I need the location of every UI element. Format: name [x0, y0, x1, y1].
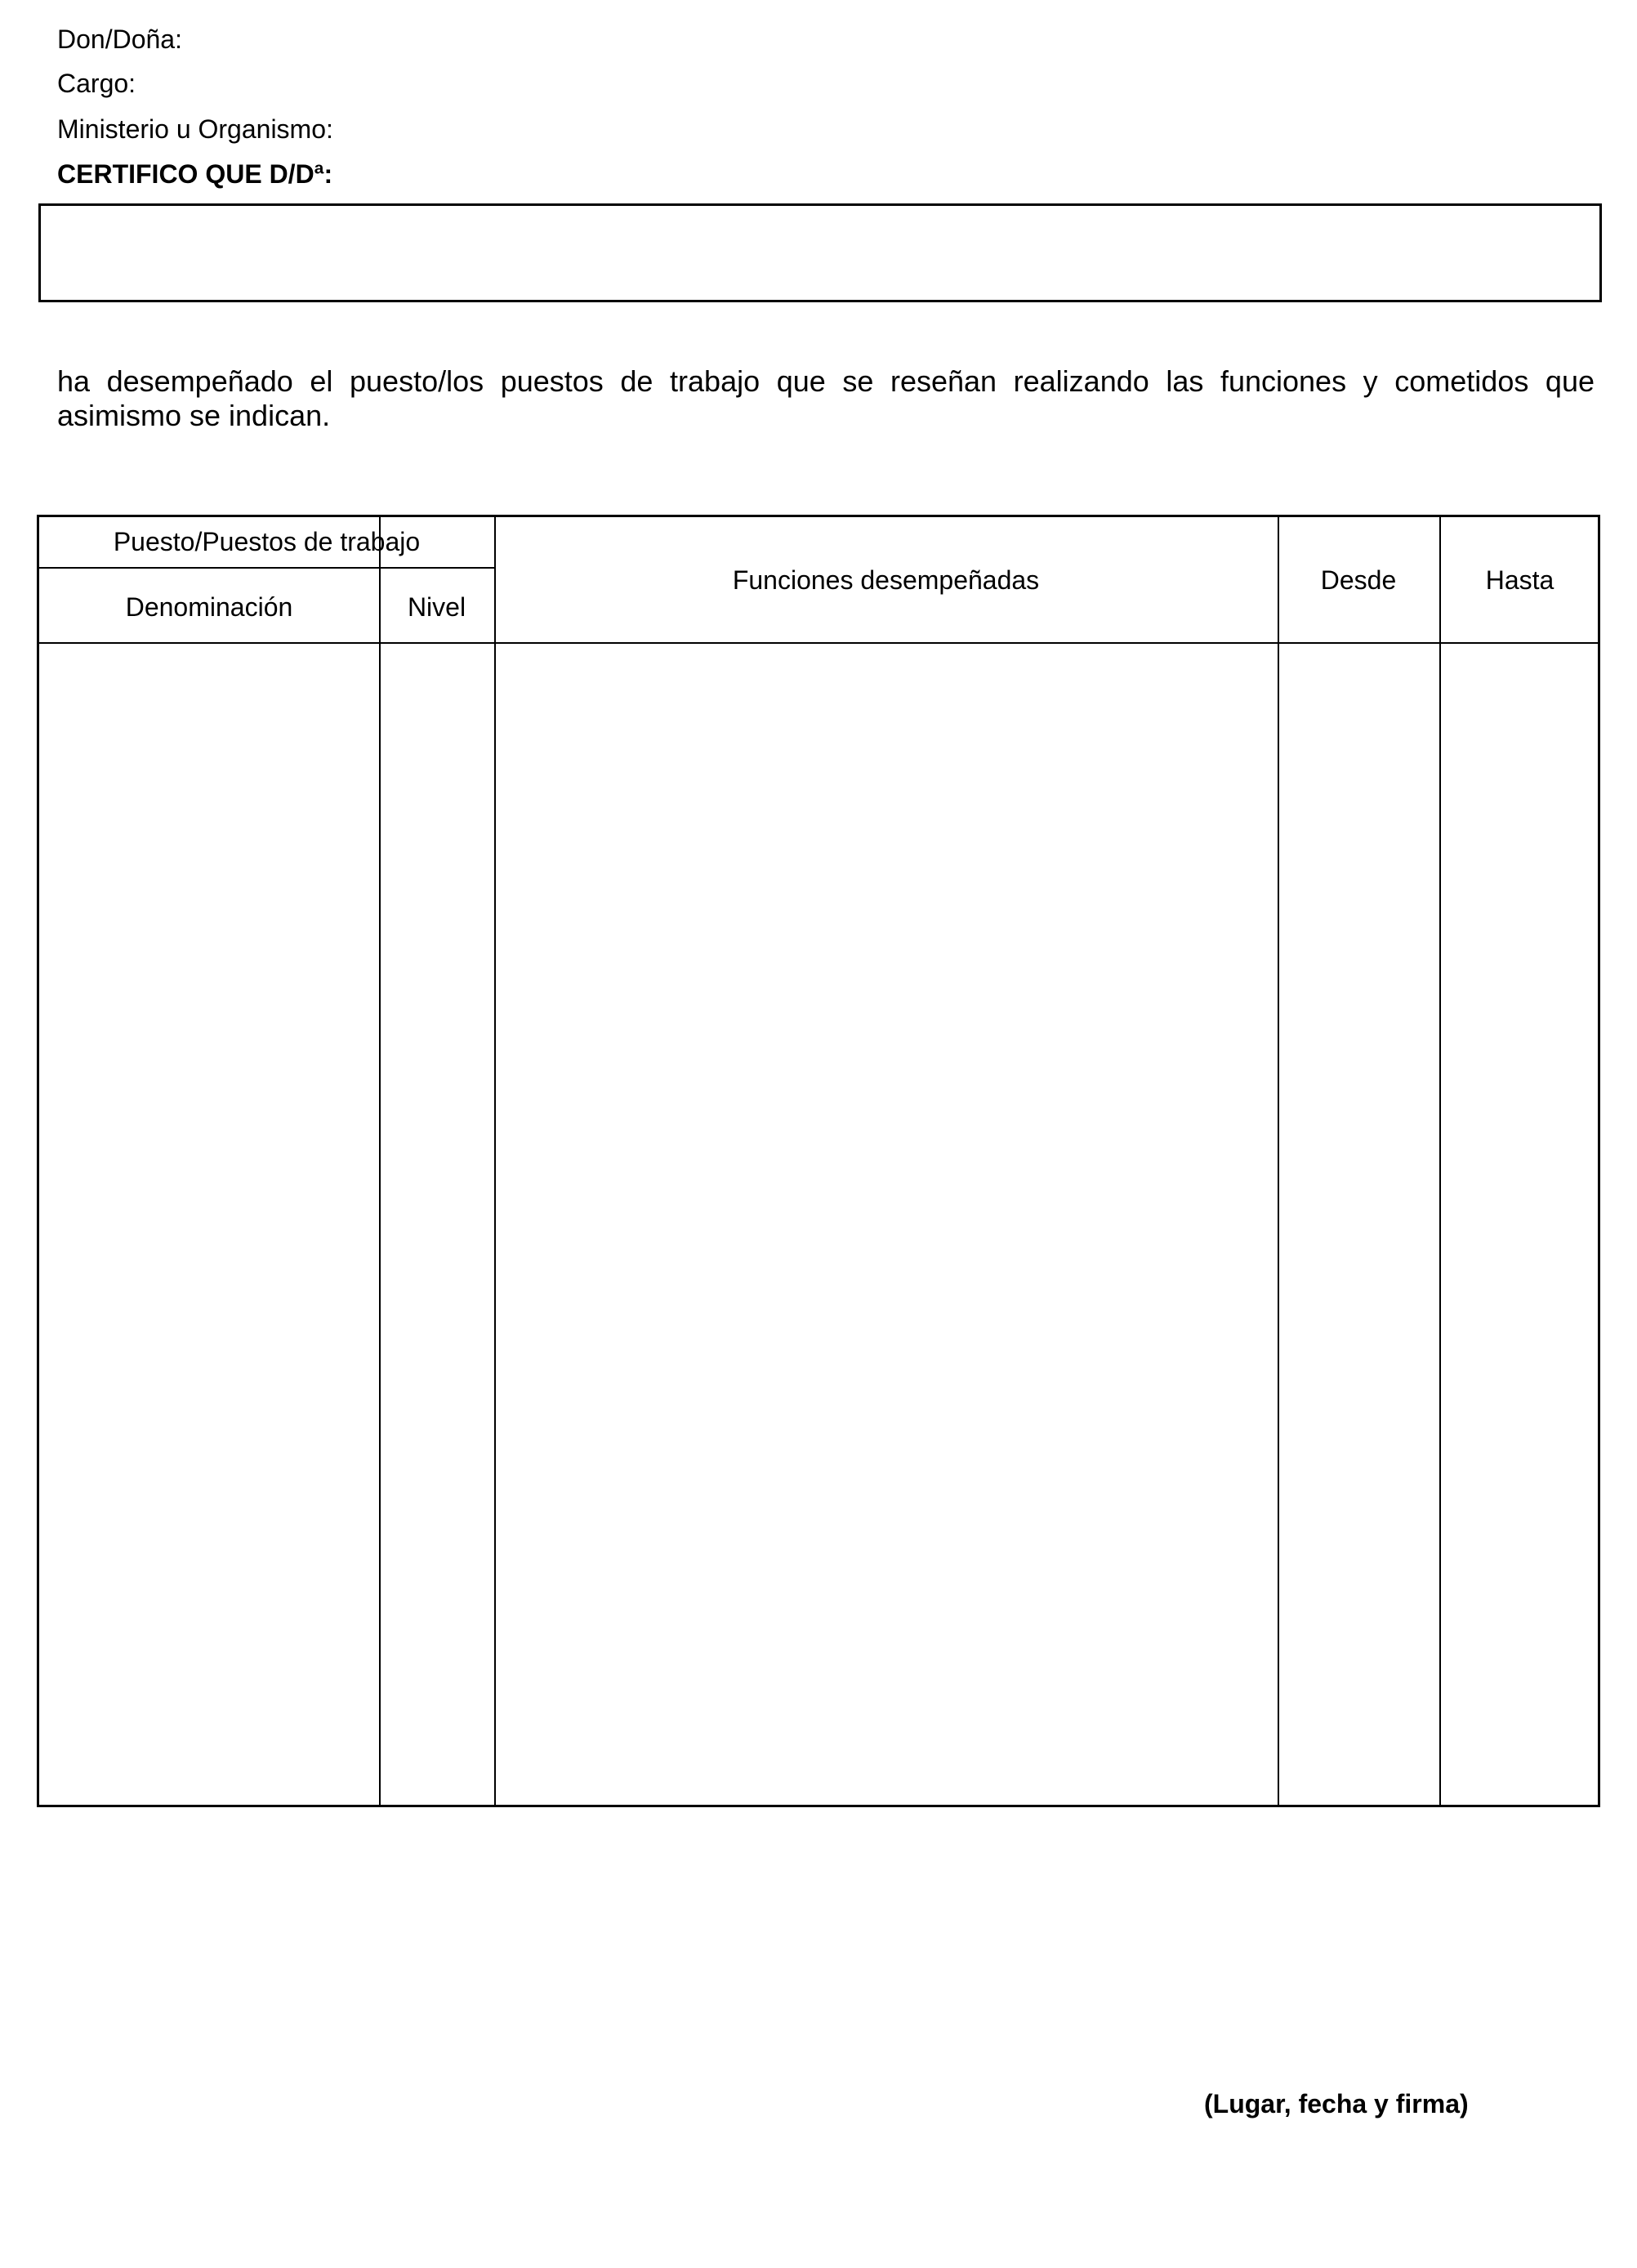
certified-person-name-field[interactable]: [38, 203, 1602, 302]
cell-nivel[interactable]: [381, 644, 494, 1805]
header-denominacion: Denominación: [125, 592, 293, 622]
cell-hasta[interactable]: [1441, 644, 1598, 1805]
header-nivel: Nivel: [407, 592, 466, 622]
ministerio-label: Ministerio u Organismo:: [57, 114, 333, 144]
header-funciones: Funciones desempeñadas: [732, 565, 1040, 595]
positions-table: [37, 515, 1600, 1807]
signature-label: (Lugar, fecha y firma): [1204, 2089, 1469, 2118]
cargo-label: Cargo:: [57, 69, 136, 98]
cell-denominacion[interactable]: [39, 644, 379, 1805]
cell-funciones[interactable]: [496, 644, 1278, 1805]
statement-text: ha desempeñado el puesto/los puestos de trabajo que se reseñan realizando las funciones y cometidos que asimismo se indican.: [57, 364, 1595, 432]
header-hasta: Hasta: [1485, 565, 1554, 595]
cell-desde[interactable]: [1279, 644, 1439, 1805]
certifico-label: CERTIFICO QUE D/Dª:: [57, 159, 333, 189]
header-puesto-group: Puesto/Puestos de trabajo: [113, 527, 421, 556]
header-desde: Desde: [1320, 565, 1397, 595]
header-subdivider: [39, 567, 494, 569]
don-dona-label: Don/Doña:: [57, 25, 182, 54]
